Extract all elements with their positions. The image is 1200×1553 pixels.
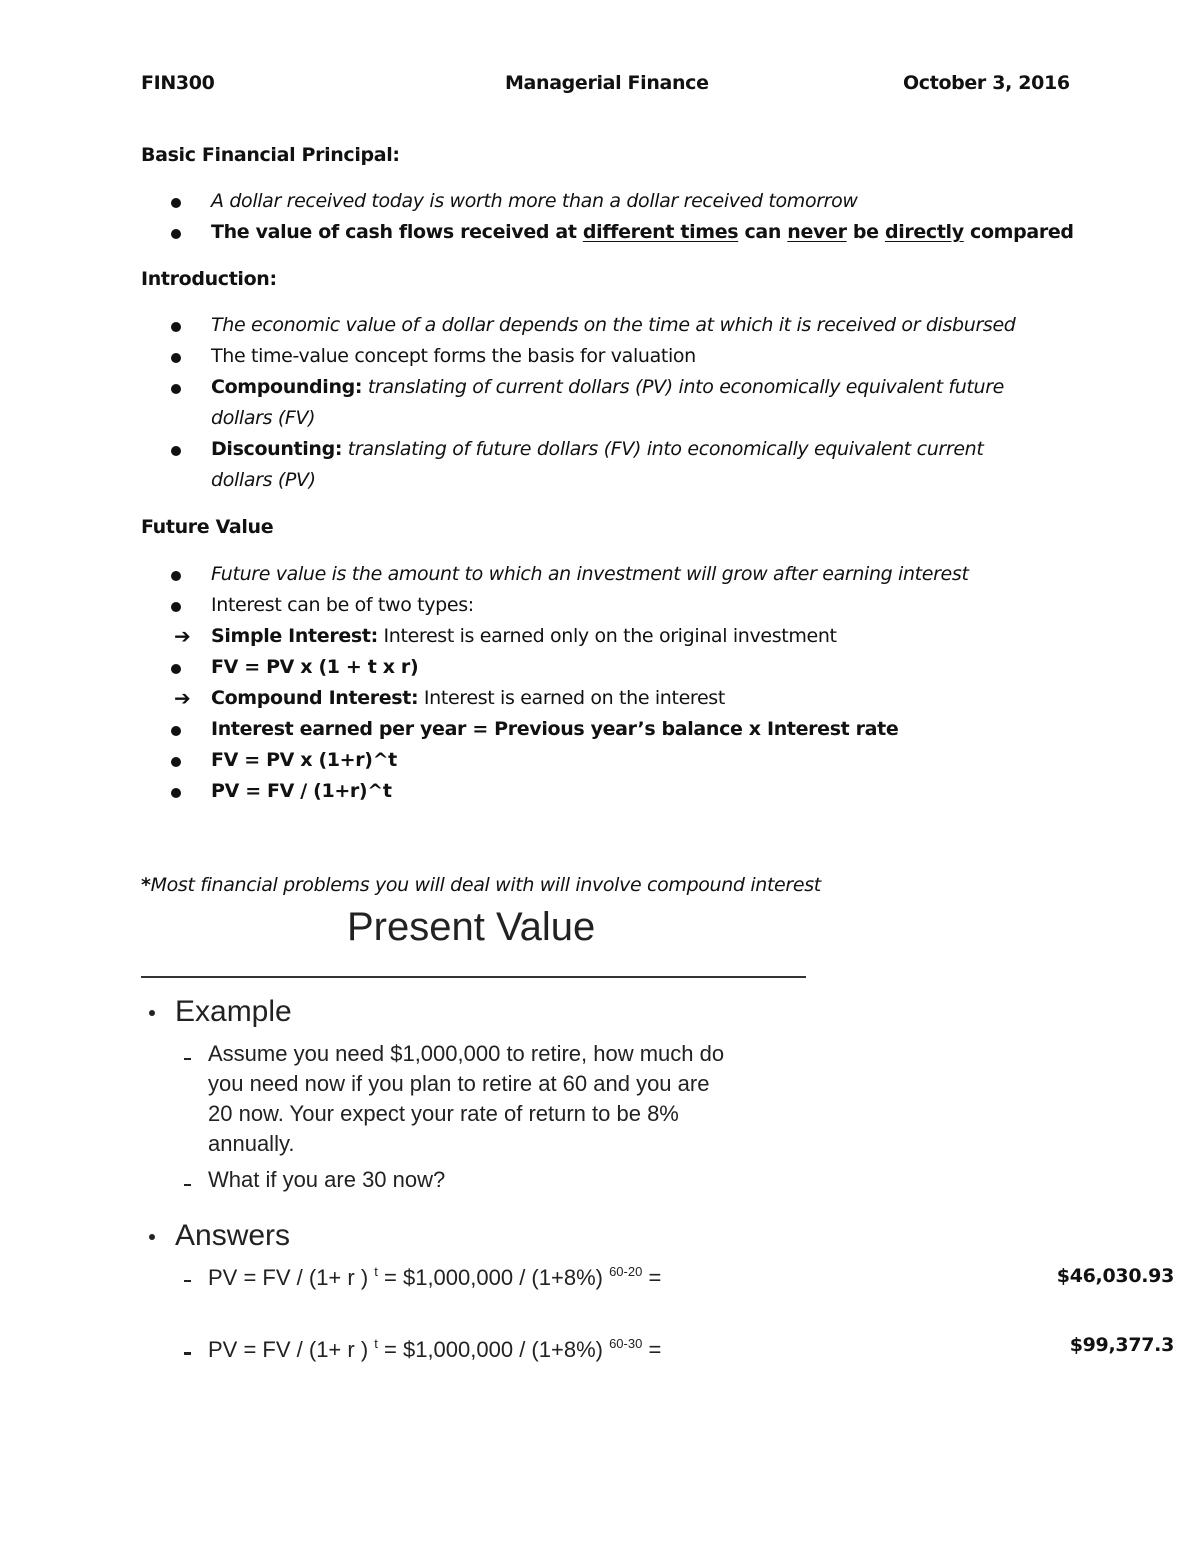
intro-item-3-cont: dollars (FV) bbox=[211, 407, 316, 429]
formula-part: = bbox=[642, 1265, 662, 1290]
slide-title: Present Value bbox=[347, 905, 596, 949]
example-1-line-3: 20 now. Your expect your rate of return to be 8% bbox=[208, 1101, 679, 1126]
fv-formula-compound: FV = PV x (1+r)^t bbox=[211, 749, 397, 771]
underlined-text: never bbox=[787, 221, 847, 243]
basic-principal-2 bbox=[211, 221, 1074, 243]
arrow-right-icon: ➔ bbox=[174, 624, 191, 648]
bullet-icon bbox=[149, 1234, 155, 1240]
course-title: Managerial Finance bbox=[505, 72, 709, 94]
superscript: t bbox=[374, 1264, 378, 1279]
course-code: FIN300 bbox=[141, 72, 215, 94]
text-run: can bbox=[738, 221, 788, 243]
answer-1-formula bbox=[208, 1264, 661, 1291]
intro-item-2: The time-value concept forms the basis for valuation bbox=[211, 345, 696, 367]
bullet-icon bbox=[171, 788, 181, 798]
term: Compounding: bbox=[211, 376, 363, 398]
definition: Interest is earned on the interest bbox=[418, 687, 725, 709]
term: Simple Interest: bbox=[211, 625, 378, 647]
bullet-icon bbox=[171, 602, 181, 612]
bullet-icon bbox=[171, 353, 181, 363]
fv-interest-per-year: Interest earned per year = Previous year’s balance x Interest rate bbox=[211, 718, 899, 740]
fv-item-1: Future value is the amount to which an investment will grow after earning interest bbox=[211, 563, 969, 585]
formula-part: = bbox=[642, 1337, 662, 1362]
example-label: Example bbox=[175, 995, 292, 1028]
bullet-icon bbox=[171, 757, 181, 767]
intro-item-4 bbox=[211, 438, 983, 460]
formula-part: = $1,000,000 / (1+8%) bbox=[377, 1265, 610, 1290]
superscript: t bbox=[374, 1336, 378, 1351]
bullet-icon bbox=[171, 571, 181, 581]
intro-item-1: The economic value of a dollar depends on the time at which it is received or disbursed bbox=[211, 314, 1016, 336]
superscript: 60-20 bbox=[609, 1264, 643, 1279]
introduction-heading: Introduction: bbox=[141, 268, 277, 290]
formula-part: PV = FV / (1+ r ) bbox=[208, 1337, 375, 1362]
note-text: Most financial problems you will deal with will involve compound interest bbox=[150, 874, 821, 896]
dash-icon bbox=[184, 1280, 191, 1282]
answer-2-result: $99,377.3 bbox=[1069, 1334, 1174, 1356]
text-run: compared bbox=[963, 221, 1074, 243]
fv-item-2: Interest can be of two types: bbox=[211, 594, 474, 616]
arrow-right-icon: ➔ bbox=[174, 686, 191, 710]
bullet-icon bbox=[171, 198, 181, 208]
bullet-icon bbox=[171, 322, 181, 332]
intro-item-3 bbox=[211, 376, 1004, 398]
fv-formula-simple: FV = PV x (1 + t x r) bbox=[211, 656, 419, 678]
definition: translating of future dollars (FV) into economically equivalent current bbox=[342, 438, 984, 460]
text-run: The value of cash flows received at bbox=[211, 221, 583, 243]
dash-icon bbox=[184, 1184, 191, 1186]
text-run: be bbox=[846, 221, 885, 243]
answer-2-formula bbox=[208, 1336, 661, 1363]
dash-icon bbox=[184, 1058, 191, 1060]
example-1-line-1: Assume you need $1,000,000 to retire, how much do bbox=[208, 1041, 725, 1066]
term: Discounting: bbox=[211, 438, 343, 460]
underlined-text: directly bbox=[884, 221, 964, 243]
example-1-line-2: you need now if you plan to retire at 60 and you are bbox=[208, 1071, 710, 1096]
term: Compound Interest: bbox=[211, 687, 419, 709]
dash-icon bbox=[184, 1352, 191, 1355]
bullet-icon bbox=[171, 446, 181, 456]
definition: translating of current dollars (PV) into economically equivalent future bbox=[362, 376, 1005, 398]
superscript: 60-30 bbox=[609, 1336, 643, 1351]
compound-interest-note bbox=[141, 874, 821, 896]
bullet-icon bbox=[171, 229, 181, 239]
future-value-heading: Future Value bbox=[141, 516, 274, 538]
document-date: October 3, 2016 bbox=[903, 72, 1070, 94]
bullet-icon bbox=[149, 1010, 155, 1016]
fv-compound-interest bbox=[211, 687, 725, 709]
basic-principal-1: A dollar received today is worth more than a dollar received tomorrow bbox=[211, 190, 858, 212]
answer-1-result: $46,030.93 bbox=[1056, 1265, 1174, 1287]
formula-part: = $1,000,000 / (1+8%) bbox=[377, 1337, 610, 1362]
basic-principal-heading: Basic Financial Principal: bbox=[141, 144, 400, 166]
title-divider bbox=[141, 976, 806, 978]
definition: Interest is earned only on the original investment bbox=[377, 625, 837, 647]
formula-part: PV = FV / (1+ r ) bbox=[208, 1265, 375, 1290]
asterisk: * bbox=[141, 874, 151, 896]
pv-formula: PV = FV / (1+r)^t bbox=[211, 780, 392, 802]
example-2: What if you are 30 now? bbox=[208, 1167, 446, 1192]
intro-item-4-cont: dollars (PV) bbox=[211, 469, 316, 491]
bullet-icon bbox=[171, 384, 181, 394]
underlined-text: different times bbox=[582, 221, 739, 243]
bullet-icon bbox=[171, 726, 181, 736]
answers-label: Answers bbox=[175, 1219, 291, 1252]
fv-simple-interest bbox=[211, 625, 837, 647]
example-1-line-4: annually. bbox=[208, 1131, 295, 1156]
bullet-icon bbox=[171, 664, 181, 674]
